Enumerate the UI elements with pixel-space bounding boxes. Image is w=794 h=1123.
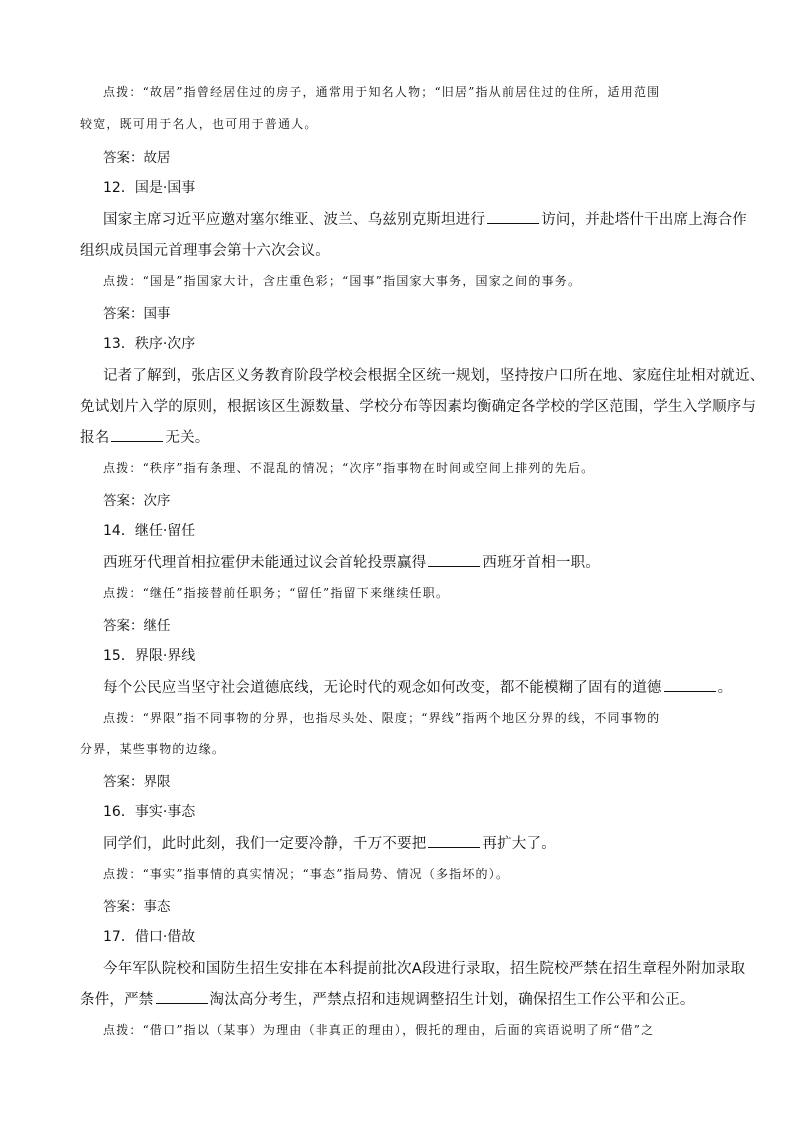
question-line: 今年军队院校和国防生招生安排在本科提前批次A段进行录取，招生院校严禁在招生章程外附加录取 (103, 961, 746, 977)
hint-line: 点拨：“故居”指曾经居住过的房子，通常用于知名人物；“旧居”指从前居住过的住所，适用范围 (103, 85, 661, 99)
answer-line: 答案：事态 (103, 899, 171, 915)
answer-blank (156, 991, 208, 1004)
hint-line: 点拨：“国是”指国家大计，含庄重色彩；“国事”指国家大事务，国家之间的事务。 (103, 274, 582, 288)
answer-line: 答案：故居 (103, 150, 171, 166)
item-heading: 17．借口·借故 (103, 929, 196, 945)
hint-line: 分界，某些事物的边缘。 (80, 742, 226, 756)
question-line: 报名 无关。 (80, 430, 210, 446)
hint-line: 点拨：“界限”指不同事物的分界，也指尽头处、限度；“界线”指两个地区分界的线，不同事物的 (103, 711, 661, 725)
question-line: 记者了解到，张店区义务教育阶段学校会根据全区统一规划，坚持按户口所在地、家庭住址相对就近、 (103, 368, 765, 384)
question-line: 组织成员国元首理事会第十六次会议。 (80, 243, 330, 259)
hint-line: 点拨：“秩序”指有条理、不混乱的情况；“次序”指事物在时间或空间上排列的先后。 (103, 461, 595, 475)
item-heading: 12．国是·国事 (103, 180, 196, 196)
answer-line: 答案：国事 (103, 306, 171, 322)
question-line: 同学们，此时此刻，我们一定要冷静，千万不要把 再扩大了。 (103, 836, 556, 852)
hint-line: 点拨：“继任”指接替前任职务；“留任”指留下来继续任职。 (103, 586, 450, 600)
hint-line: 点拨：“事实”指事情的真实情况；“事态”指局势、情况（多指坏的）。 (103, 867, 510, 881)
question-line: 条件，严禁 淘汰高分考生，严禁点招和违规调整招生计划，确保招生工作公平和公正。 (80, 992, 695, 1008)
question-line: 每个公民应当坚守社会道德底线，无论时代的观念如何改变，都不能模糊了固有的道德 。 (103, 680, 733, 696)
answer-line: 答案：界限 (103, 774, 171, 790)
question-line: 国家主席习近平应邀对塞尔维亚、波兰、乌兹别克斯坦进行 访问，并赴塔什干出席上海合作 (103, 212, 748, 228)
item-heading: 15．界限·界线 (103, 648, 196, 664)
item-heading: 13．秩序·次序 (103, 336, 196, 352)
question-line: 西班牙代理首相拉霍伊未能通过议会首轮投票赢得 西班牙首相一职。 (103, 555, 601, 571)
hint-line: 较宽，既可用于名人，也可用于普通人。 (80, 117, 318, 131)
answer-blank (487, 211, 539, 224)
answer-line: 答案：继任 (103, 618, 171, 634)
item-heading: 16．事实·事态 (103, 804, 196, 820)
question-line: 免试划片入学的原则，根据该区生源数量、学校分布等因素均衡确定各学校的学区范围，学生入学顺序与 (80, 399, 757, 415)
hint-line: 点拨：“借口”指以（某事）为理由（非真正的理由），假托的理由，后面的宾语说明了所“借”之 (103, 1023, 655, 1037)
answer-blank (664, 679, 716, 692)
answer-blank (428, 835, 480, 848)
answer-line: 答案：次序 (103, 493, 171, 509)
item-heading: 14．继任·留任 (103, 523, 196, 539)
answer-blank (111, 429, 163, 442)
answer-blank (428, 554, 480, 567)
